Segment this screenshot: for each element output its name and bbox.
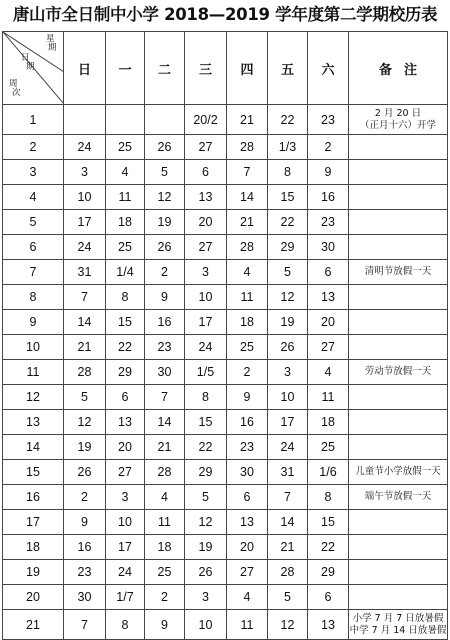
date-cell-wednesday: 12 bbox=[185, 510, 227, 535]
date-cell-tuesday: 12 bbox=[145, 185, 185, 210]
date-cell-thursday: 6 bbox=[227, 485, 268, 510]
date-cell-sunday: 5 bbox=[64, 385, 106, 410]
remarks-cell bbox=[349, 210, 448, 235]
date-cell-saturday: 8 bbox=[308, 485, 349, 510]
date-cell-thursday: 9 bbox=[227, 385, 268, 410]
header-wednesday: 三 bbox=[185, 32, 227, 105]
remarks-cell bbox=[349, 535, 448, 560]
date-cell-saturday: 15 bbox=[308, 510, 349, 535]
date-cell-tuesday: 9 bbox=[145, 610, 185, 640]
date-cell-friday: 12 bbox=[268, 610, 308, 640]
header-friday: 五 bbox=[268, 32, 308, 105]
corner-char: 周 bbox=[9, 79, 18, 89]
remarks-cell bbox=[349, 235, 448, 260]
week-number-cell: 17 bbox=[3, 510, 64, 535]
date-cell-wednesday: 10 bbox=[185, 285, 227, 310]
date-cell-wednesday: 1/5 bbox=[185, 360, 227, 385]
date-cell-tuesday: 21 bbox=[145, 435, 185, 460]
date-cell-tuesday: 23 bbox=[145, 335, 185, 360]
table-row bbox=[3, 435, 448, 460]
date-cell-thursday: 13 bbox=[227, 510, 268, 535]
date-cell-monday: 25 bbox=[106, 235, 145, 260]
date-cell-thursday: 28 bbox=[227, 235, 268, 260]
date-cell-wednesday: 10 bbox=[185, 610, 227, 640]
date-cell-friday: 28 bbox=[268, 560, 308, 585]
date-cell-tuesday: 16 bbox=[145, 310, 185, 335]
week-number-cell: 10 bbox=[3, 335, 64, 360]
week-number-cell: 21 bbox=[3, 610, 64, 640]
date-cell-friday: 10 bbox=[268, 385, 308, 410]
date-cell-tuesday: 30 bbox=[145, 360, 185, 385]
date-cell-wednesday: 20 bbox=[185, 210, 227, 235]
date-cell-sunday: 24 bbox=[64, 135, 106, 160]
date-cell-sunday: 28 bbox=[64, 360, 106, 385]
date-cell-monday: 10 bbox=[106, 510, 145, 535]
date-cell-monday: 1/4 bbox=[106, 260, 145, 285]
date-cell-tuesday: 19 bbox=[145, 210, 185, 235]
remarks-cell bbox=[349, 585, 448, 610]
date-cell-tuesday: 4 bbox=[145, 485, 185, 510]
date-cell-monday: 3 bbox=[106, 485, 145, 510]
date-cell-wednesday: 6 bbox=[185, 160, 227, 185]
remarks-cell bbox=[349, 310, 448, 335]
date-cell-thursday: 30 bbox=[227, 460, 268, 485]
school-calendar-table bbox=[2, 31, 448, 640]
date-cell-tuesday: 7 bbox=[145, 385, 185, 410]
date-cell-saturday: 1/6 bbox=[308, 460, 349, 485]
date-cell-sunday: 14 bbox=[64, 310, 106, 335]
date-cell-monday: 27 bbox=[106, 460, 145, 485]
date-cell-thursday: 11 bbox=[227, 610, 268, 640]
date-cell-monday: 22 bbox=[106, 335, 145, 360]
date-cell-saturday: 13 bbox=[308, 285, 349, 310]
date-cell-sunday: 23 bbox=[64, 560, 106, 585]
date-cell-monday: 8 bbox=[106, 610, 145, 640]
date-cell-tuesday: 2 bbox=[145, 260, 185, 285]
date-cell-wednesday: 13 bbox=[185, 185, 227, 210]
remarks-cell bbox=[349, 160, 448, 185]
date-cell-friday: 26 bbox=[268, 335, 308, 360]
date-cell-tuesday: 28 bbox=[145, 460, 185, 485]
date-cell-sunday: 21 bbox=[64, 335, 106, 360]
date-cell-tuesday: 2 bbox=[145, 585, 185, 610]
date-cell-saturday: 4 bbox=[308, 360, 349, 385]
corner-char: 星 bbox=[46, 34, 55, 44]
date-cell-saturday: 6 bbox=[308, 260, 349, 285]
date-cell-monday: 24 bbox=[106, 560, 145, 585]
header-thursday: 四 bbox=[227, 32, 268, 105]
remark-line: 端午节放假一天 bbox=[364, 491, 432, 502]
date-cell-saturday: 20 bbox=[308, 310, 349, 335]
corner-label-date bbox=[16, 54, 35, 72]
date-cell-friday: 5 bbox=[268, 260, 308, 285]
date-cell-wednesday: 17 bbox=[185, 310, 227, 335]
date-cell-sunday: 3 bbox=[64, 160, 106, 185]
date-cell-sunday: 2 bbox=[64, 485, 106, 510]
date-cell-saturday: 13 bbox=[308, 610, 349, 640]
date-cell-friday: 17 bbox=[268, 410, 308, 435]
table-row bbox=[3, 235, 448, 260]
week-number-cell: 9 bbox=[3, 310, 64, 335]
table-row bbox=[3, 285, 448, 310]
remarks-cell bbox=[349, 610, 448, 640]
date-cell-monday: 6 bbox=[106, 385, 145, 410]
date-cell-wednesday: 24 bbox=[185, 335, 227, 360]
date-cell-friday: 29 bbox=[268, 235, 308, 260]
date-cell-monday bbox=[106, 105, 145, 135]
remarks-cell bbox=[349, 360, 448, 385]
date-cell-thursday: 18 bbox=[227, 310, 268, 335]
date-cell-tuesday: 25 bbox=[145, 560, 185, 585]
date-cell-saturday: 25 bbox=[308, 435, 349, 460]
date-cell-friday: 15 bbox=[268, 185, 308, 210]
date-cell-wednesday: 8 bbox=[185, 385, 227, 410]
date-cell-monday: 29 bbox=[106, 360, 145, 385]
date-cell-monday: 11 bbox=[106, 185, 145, 210]
date-cell-sunday: 10 bbox=[64, 185, 106, 210]
corner-char: 日 bbox=[21, 53, 30, 63]
date-cell-monday: 18 bbox=[106, 210, 145, 235]
date-cell-sunday: 12 bbox=[64, 410, 106, 435]
table-row bbox=[3, 535, 448, 560]
week-number-cell: 11 bbox=[3, 360, 64, 385]
week-number-cell: 6 bbox=[3, 235, 64, 260]
table-row bbox=[3, 105, 448, 135]
table-row bbox=[3, 160, 448, 185]
remark-line: 儿童节小学放假一天 bbox=[355, 466, 441, 477]
remarks-cell bbox=[349, 105, 448, 135]
remark-line: （正月十六）开学 bbox=[359, 119, 436, 131]
date-cell-thursday: 7 bbox=[227, 160, 268, 185]
date-cell-monday: 13 bbox=[106, 410, 145, 435]
week-number-cell: 1 bbox=[3, 105, 64, 135]
date-cell-sunday: 17 bbox=[64, 210, 106, 235]
date-cell-friday: 31 bbox=[268, 460, 308, 485]
date-cell-saturday: 9 bbox=[308, 160, 349, 185]
header-monday: 一 bbox=[106, 32, 145, 105]
date-cell-thursday: 16 bbox=[227, 410, 268, 435]
date-cell-wednesday: 27 bbox=[185, 135, 227, 160]
date-cell-sunday: 31 bbox=[64, 260, 106, 285]
week-number-cell: 14 bbox=[3, 435, 64, 460]
date-cell-friday: 5 bbox=[268, 585, 308, 610]
date-cell-saturday: 22 bbox=[308, 535, 349, 560]
date-cell-sunday: 26 bbox=[64, 460, 106, 485]
date-cell-saturday: 23 bbox=[308, 105, 349, 135]
week-number-cell: 13 bbox=[3, 410, 64, 435]
date-cell-sunday bbox=[64, 105, 106, 135]
date-cell-wednesday: 26 bbox=[185, 560, 227, 585]
remark-line: 劳动节放假一天 bbox=[364, 366, 432, 377]
table-row bbox=[3, 560, 448, 585]
date-cell-wednesday: 5 bbox=[185, 485, 227, 510]
date-cell-saturday: 2 bbox=[308, 135, 349, 160]
week-number-cell: 5 bbox=[3, 210, 64, 235]
date-cell-friday: 3 bbox=[268, 360, 308, 385]
date-cell-saturday: 18 bbox=[308, 410, 349, 435]
remarks-cell bbox=[349, 260, 448, 285]
date-cell-wednesday: 27 bbox=[185, 235, 227, 260]
date-cell-thursday: 25 bbox=[227, 335, 268, 360]
date-cell-tuesday: 26 bbox=[145, 135, 185, 160]
date-cell-tuesday bbox=[145, 105, 185, 135]
table-row bbox=[3, 260, 448, 285]
date-cell-wednesday: 29 bbox=[185, 460, 227, 485]
corner-label-weekday bbox=[44, 35, 57, 53]
week-number-cell: 7 bbox=[3, 260, 64, 285]
date-cell-wednesday: 20/2 bbox=[185, 105, 227, 135]
date-cell-saturday: 6 bbox=[308, 585, 349, 610]
date-cell-friday: 22 bbox=[268, 105, 308, 135]
date-cell-thursday: 21 bbox=[227, 210, 268, 235]
week-number-cell: 4 bbox=[3, 185, 64, 210]
date-cell-tuesday: 18 bbox=[145, 535, 185, 560]
header-remarks: 备注 bbox=[349, 32, 448, 105]
remarks-cell bbox=[349, 435, 448, 460]
date-cell-sunday: 9 bbox=[64, 510, 106, 535]
week-number-cell: 15 bbox=[3, 460, 64, 485]
table-row bbox=[3, 610, 448, 640]
date-cell-saturday: 11 bbox=[308, 385, 349, 410]
remarks-cell bbox=[349, 285, 448, 310]
remarks-cell bbox=[349, 385, 448, 410]
date-cell-friday: 12 bbox=[268, 285, 308, 310]
table-row bbox=[3, 485, 448, 510]
corner-label-week bbox=[6, 80, 21, 98]
remarks-cell bbox=[349, 485, 448, 510]
date-cell-thursday: 4 bbox=[227, 260, 268, 285]
date-cell-friday: 1/3 bbox=[268, 135, 308, 160]
date-cell-saturday: 27 bbox=[308, 335, 349, 360]
date-cell-sunday: 19 bbox=[64, 435, 106, 460]
week-number-cell: 12 bbox=[3, 385, 64, 410]
date-cell-saturday: 23 bbox=[308, 210, 349, 235]
date-cell-saturday: 30 bbox=[308, 235, 349, 260]
remarks-cell bbox=[349, 185, 448, 210]
date-cell-wednesday: 3 bbox=[185, 260, 227, 285]
date-cell-friday: 22 bbox=[268, 210, 308, 235]
table-row bbox=[3, 335, 448, 360]
table-row bbox=[3, 135, 448, 160]
date-cell-monday: 8 bbox=[106, 285, 145, 310]
week-number-cell: 2 bbox=[3, 135, 64, 160]
table-row bbox=[3, 585, 448, 610]
date-cell-wednesday: 3 bbox=[185, 585, 227, 610]
date-cell-saturday: 16 bbox=[308, 185, 349, 210]
date-cell-monday: 4 bbox=[106, 160, 145, 185]
date-cell-friday: 8 bbox=[268, 160, 308, 185]
date-cell-wednesday: 19 bbox=[185, 535, 227, 560]
week-number-cell: 8 bbox=[3, 285, 64, 310]
date-cell-friday: 7 bbox=[268, 485, 308, 510]
date-cell-thursday: 4 bbox=[227, 585, 268, 610]
date-cell-tuesday: 9 bbox=[145, 285, 185, 310]
date-cell-thursday: 20 bbox=[227, 535, 268, 560]
date-cell-tuesday: 11 bbox=[145, 510, 185, 535]
calendar-body bbox=[3, 105, 448, 640]
corner-char: 次 bbox=[12, 88, 21, 98]
table-row bbox=[3, 310, 448, 335]
week-number-cell: 20 bbox=[3, 585, 64, 610]
date-cell-thursday: 23 bbox=[227, 435, 268, 460]
header-tuesday: 二 bbox=[145, 32, 185, 105]
week-number-cell: 19 bbox=[3, 560, 64, 585]
corner-char: 期 bbox=[26, 62, 35, 72]
date-cell-thursday: 27 bbox=[227, 560, 268, 585]
header-sunday: 日 bbox=[64, 32, 106, 105]
remark-line: 清明节放假一天 bbox=[364, 266, 432, 277]
remarks-cell bbox=[349, 510, 448, 535]
date-cell-monday: 15 bbox=[106, 310, 145, 335]
date-cell-thursday: 21 bbox=[227, 105, 268, 135]
date-cell-tuesday: 5 bbox=[145, 160, 185, 185]
remarks-cell bbox=[349, 135, 448, 160]
date-cell-thursday: 28 bbox=[227, 135, 268, 160]
page-title: 唐山市全日制中小学 2018—2019 学年度第二学期校历表 bbox=[12, 5, 438, 24]
table-row bbox=[3, 185, 448, 210]
date-cell-tuesday: 26 bbox=[145, 235, 185, 260]
date-cell-monday: 20 bbox=[106, 435, 145, 460]
date-cell-friday: 14 bbox=[268, 510, 308, 535]
date-cell-friday: 19 bbox=[268, 310, 308, 335]
week-number-cell: 18 bbox=[3, 535, 64, 560]
table-row bbox=[3, 360, 448, 385]
table-row bbox=[3, 410, 448, 435]
remark-line: 小学 7 月 7 日放暑假 bbox=[352, 612, 444, 624]
date-cell-monday: 25 bbox=[106, 135, 145, 160]
corner-header-cell bbox=[3, 32, 64, 105]
header-row bbox=[3, 32, 448, 105]
date-cell-tuesday: 14 bbox=[145, 410, 185, 435]
date-cell-monday: 17 bbox=[106, 535, 145, 560]
remark-line: 中学 7 月 14 日放暑假 bbox=[349, 624, 447, 636]
date-cell-thursday: 14 bbox=[227, 185, 268, 210]
remarks-cell bbox=[349, 410, 448, 435]
week-number-cell: 3 bbox=[3, 160, 64, 185]
date-cell-sunday: 7 bbox=[64, 285, 106, 310]
table-row bbox=[3, 510, 448, 535]
remarks-cell bbox=[349, 335, 448, 360]
week-number-cell: 16 bbox=[3, 485, 64, 510]
date-cell-wednesday: 15 bbox=[185, 410, 227, 435]
corner-char: 期 bbox=[48, 43, 57, 53]
date-cell-saturday: 29 bbox=[308, 560, 349, 585]
remarks-cell bbox=[349, 460, 448, 485]
table-row bbox=[3, 460, 448, 485]
date-cell-friday: 24 bbox=[268, 435, 308, 460]
date-cell-thursday: 2 bbox=[227, 360, 268, 385]
date-cell-sunday: 24 bbox=[64, 235, 106, 260]
date-cell-sunday: 7 bbox=[64, 610, 106, 640]
remarks-cell bbox=[349, 560, 448, 585]
table-row bbox=[3, 385, 448, 410]
date-cell-sunday: 16 bbox=[64, 535, 106, 560]
date-cell-friday: 21 bbox=[268, 535, 308, 560]
date-cell-thursday: 11 bbox=[227, 285, 268, 310]
date-cell-wednesday: 22 bbox=[185, 435, 227, 460]
date-cell-sunday: 30 bbox=[64, 585, 106, 610]
table-row bbox=[3, 210, 448, 235]
remark-line: 2 月 20 日 bbox=[374, 107, 422, 119]
date-cell-monday: 1/7 bbox=[106, 585, 145, 610]
header-saturday: 六 bbox=[308, 32, 349, 105]
